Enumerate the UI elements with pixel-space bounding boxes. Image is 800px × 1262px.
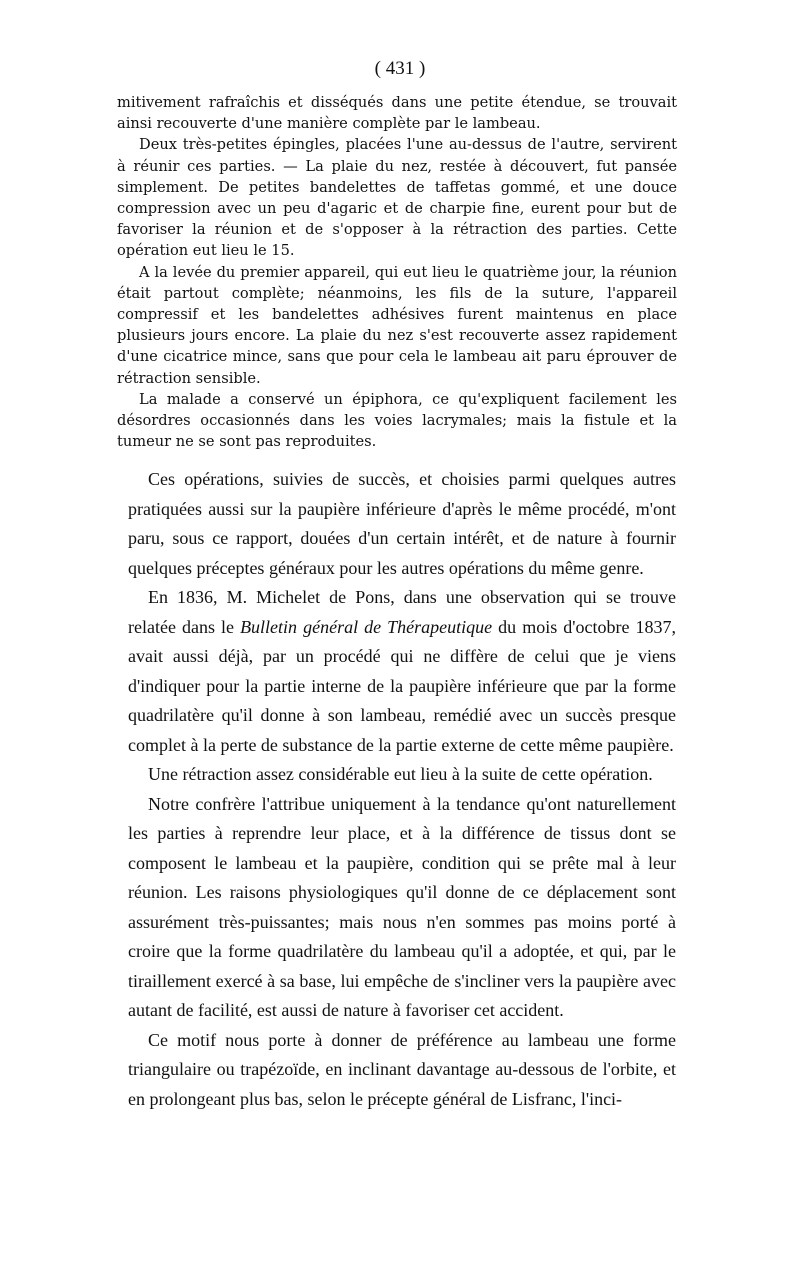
commentary-paragraph: Une rétraction assez considérable eut lieu à la suite de cette opération. bbox=[148, 764, 653, 784]
observation-text bbox=[117, 92, 677, 452]
commentary-paragraph: Ces opérations, suivies de succès, et choisies parmi quelques autres pratiquées aussi sur la paupière inférieure d'après le même procédé, m'ont paru, sous ce rapport, douées d'un certain intérêt, et de nature à fournir quelques préceptes généraux pour les autres opérations du même genre. bbox=[128, 469, 676, 578]
commentary-paragraph: Notre confrère l'attribue uniquement à la tendance qu'ont naturellement les parties à reprendre leur place, et à la différence de tissus dont se composent le lambeau et la paupière, condition qui se prête mal à leur réunion. Les raisons physiologiques qu'il donne de ce déplacement sont assurément très-puissantes; mais nous n'en sommes pas moins porté à croire que la forme quadrilatère du lambeau qu'il a adoptée, et qui, par le tiraillement exercé à sa base, lui empêche de s'incliner vers la paupière avec autant de facilité, est aussi de nature à favoriser cet accident. bbox=[128, 793, 676, 1020]
commentary-paragraph: Ce motif nous porte à donner de préférence au lambeau une forme triangulaire ou trapézoïde, en inclinant davantage au-dessous de l'orbite, et en prolongeant plus bas, selon le précepte général de Lisfranc, l'inci- bbox=[128, 1029, 676, 1109]
commentary-text bbox=[128, 465, 676, 1114]
observation-paragraph: La malade a conservé un épiphora, ce qu'expliquent facilement les désordres occasionnés dans les voies lacrymales; mais la fistule et la tumeur ne se sont pas reproduites. bbox=[117, 390, 677, 451]
journal-title: Bulletin général de Thérapeutique bbox=[240, 616, 493, 637]
observation-paragraph: Deux très-petites épingles, placées l'une au-dessus de l'autre, servirent à réunir ces parties. — La plaie du nez, restée à découvert, fut pansée simplement. De petites bandelettes de taffetas gommé, et une douce compression avec un peu d'agaric et de charpie fine, eurent pour but de favoriser la réunion et de s'opposer à la rétraction des parties. Cette opération eut lieu le 15. bbox=[117, 136, 677, 260]
observation-paragraph: A la levée du premier appareil, qui eut lieu le quatrième jour, la réunion était partout complète; néanmoins, les fils de la suture, l'appareil compressif et les bandelettes adhésives furent maintenus en place plusieurs jours encore. La plaie du nez s'est recouverte assez rapidement d'une cicatrice mince, sans que pour cela le lambeau ait paru éprouver de rétraction sensible. bbox=[117, 263, 677, 387]
page-number: ( 431 ) bbox=[374, 58, 426, 79]
observation-paragraph: mitivement rafraîchis et disséqués dans une petite étendue, se trouvait ainsi recouverte d'une manière complète par le lambeau. bbox=[117, 94, 677, 133]
commentary-paragraph bbox=[128, 583, 676, 760]
commentary-text-segment: En 1836, M. Michelet de Pons, dans une observation qui se trouve relatée dans le bbox=[128, 587, 676, 637]
commentary-text-segment: du mois d'octobre 1837, avait aussi déjà, par un procédé qui ne diffère de celui que je viens d'indiquer pour la partie interne de la paupière inférieure que par la forme quadrilatère qu'il donne à son lambeau, remédié avec un succès presque complet à la perte de substance de la partie externe de cette même paupière. bbox=[128, 616, 676, 755]
